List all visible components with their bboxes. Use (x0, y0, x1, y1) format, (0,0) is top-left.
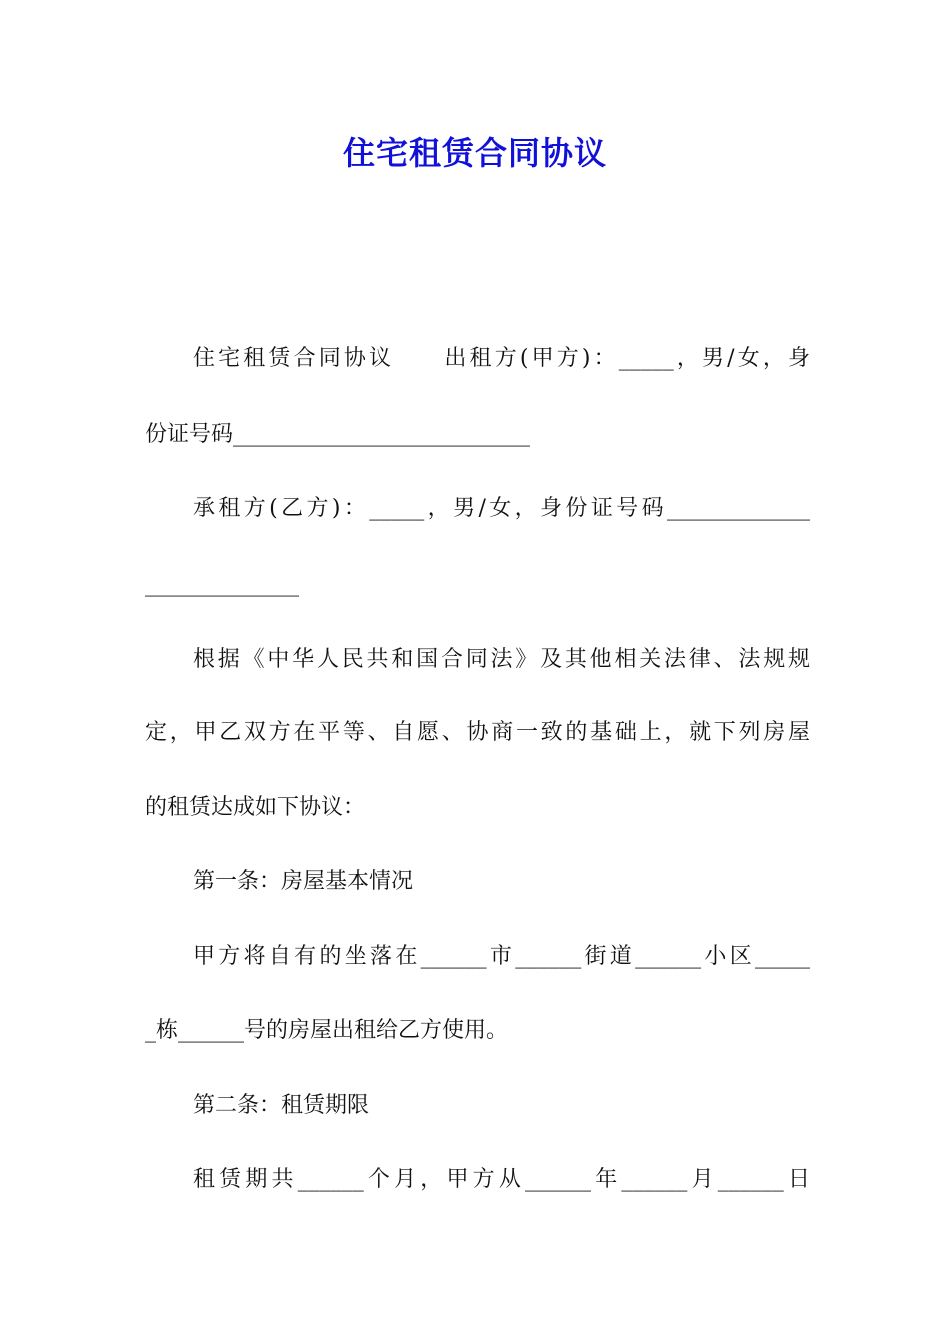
paragraph-line-1: 住宅租赁合同协议 出租方(甲方)：_____，男/女，身 (193, 346, 810, 371)
paragraph-line-6: 定，甲乙双方在平等、自愿、协商一致的基础上，就下列房屋 (145, 720, 810, 745)
paragraph-line-4: ______________ (145, 572, 299, 597)
section-heading-1: 第一条：房屋基本情况 (193, 869, 414, 894)
paragraph-line-8: 甲方将自有的坐落在______市______街道______小区_____ (193, 944, 810, 969)
section-heading-2: 第二条：租赁期限 (193, 1093, 370, 1118)
paragraph-line-5: 根据《中华人民共和国合同法》及其他相关法律、法规规 (193, 647, 810, 672)
document-title: 住宅租赁合同协议 (342, 134, 607, 172)
paragraph-line-10: 租赁期共______个月，甲方从______年______月______日 (193, 1167, 810, 1192)
paragraph-line-3: 承租方(乙方)：_____，男/女，身份证号码_____________ (193, 496, 810, 521)
paragraph-line-9: _栋______号的房屋出租给乙方使用。 (145, 1018, 509, 1043)
paragraph-line-7: 的租赁达成如下协议： (145, 795, 366, 820)
paragraph-line-2: 份证号码___________________________ (145, 422, 531, 447)
